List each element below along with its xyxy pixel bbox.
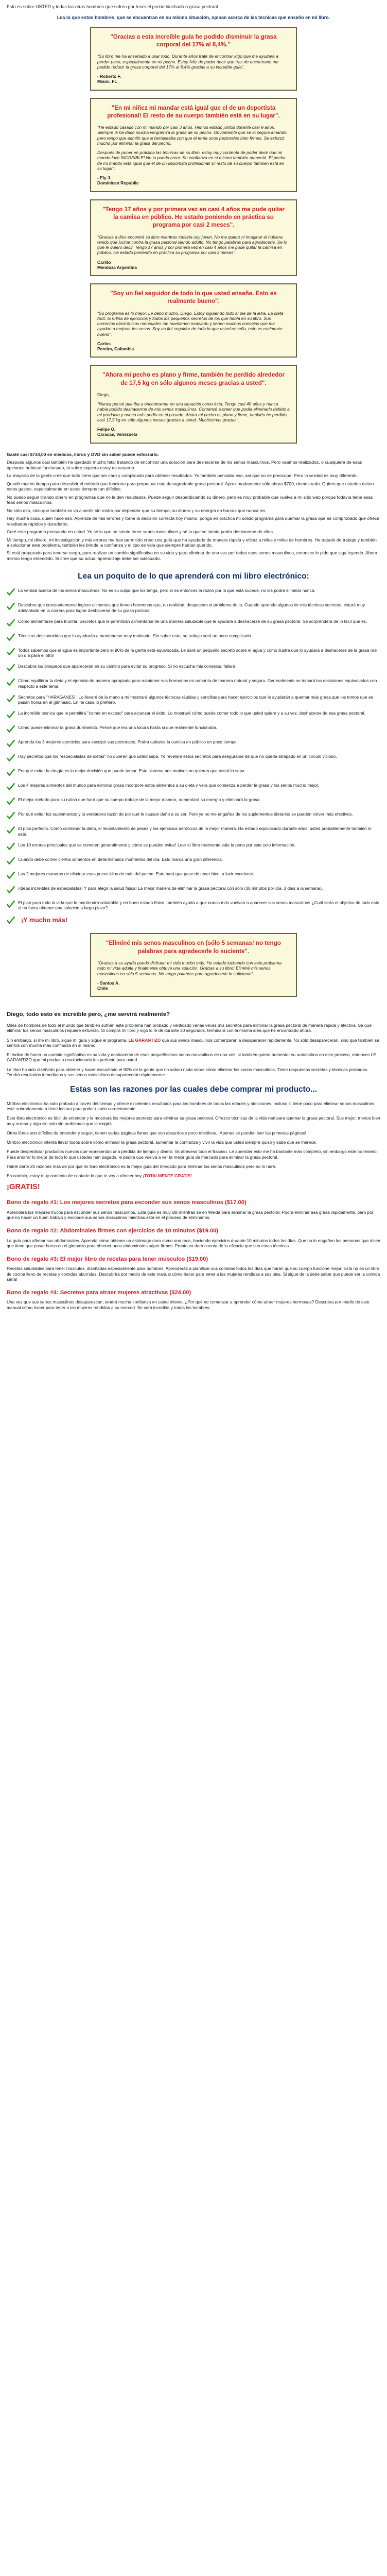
testimonial-signature-place: Miami, FL — [97, 79, 117, 84]
benefit-text: ¡Ideas increíbles de especialistas! Y para elegir la salud física! La mejor manera de eliminar la grasa pectoral con sólo (30 minutos por día, 3 días a la semana). — [18, 885, 323, 891]
free-text: ¡TOTALMENTE GRATIS! — [143, 1173, 192, 1179]
benefit-text: Descubra que constantemente ingiere alimentos que tienen hormonas que, en realidad, desposeen el problema de la. Cuando aprenda algunos de mis técnicas secretas, estará muy adelantado en la carrera para lograr deshacerse de su grasa pectoral. — [18, 602, 365, 613]
reasons-paragraph: Mi libro electrónico intenta llevar todos sobre cómo eliminar la grasa pectoral, aumentar la confianza y vivir la vida que usted siempre quiso y sabe que se merece. — [7, 1140, 317, 1145]
testimonial-body: "Gracias a su ayuda puedo disfrutar mi vida mucho más. He estado luchando con este problema todo mi vida adulta y finalmente obtuve una solución. Gracias a su libro! Eliminé mis senos masculinos en sólo 5 semanas. No tengo palabras para agradecerle lo suficiente". — [97, 960, 282, 976]
benefit-text: Los 10 errores principales que se cometen generalmente y cómo se pueden evitar! Leer el libro realmente vale la pena por este solo información. — [18, 842, 296, 848]
intro-section — [3, 0, 384, 12]
author-paragraph — [7, 1038, 380, 1048]
checkmark-icon — [7, 725, 15, 734]
story-paragraph: Después algunos casi también he quedado mucho fatal tratando de encontrar una solución para deshacerse de los senos masculinos. Pero vaamos realizados, o cualquiera de esas opciones hubiese funcionado, ni sobre siquiera estoy de acuerdo. — [7, 460, 362, 470]
author-text: Sin embargo, si me mi libro, sigue mi guía y sigue el programa, — [7, 1037, 129, 1043]
testimonial-box — [90, 365, 297, 443]
benefit-item — [7, 739, 380, 748]
testimonial-box — [90, 98, 297, 192]
testimonial-signature-place: Pereira, Colombia — [97, 346, 134, 352]
benefit-item — [7, 725, 380, 734]
checkmark-icon — [7, 900, 15, 909]
guarantee-text: LE GARANTIZO — [128, 1037, 161, 1043]
checkmark-icon — [7, 857, 15, 866]
bonus-title: Bono de regalo #1: Los mejores secretos para esconder sus senos masculinos ($17.00) — [7, 1199, 247, 1206]
benefit-text: Técnicas desconocidas que lo ayudarán a mantenerse muy motivado. Sin saber esto, su trabajo será un poco complicado. — [18, 633, 252, 638]
benefit-text: Secretos para "HARAGANES". Lo llevaré de la mano a mi mostrará algunos técnicas rápidas y sencillas para hacer ejercicios que le ayudarán a quemar más grasa que los tontos que se pasan horas en el gimnasio. En mi casa lo prefiero. — [18, 694, 373, 705]
reasons-paragraph: Mi libro electrónico ha sido probado a través del tiempo y ofrece excelentes resultados para los hombres de todas las edades y afecciones. Incluso si tiene poco para eliminar senos masculinos este sobradamente a tiene lectura para poder usarlo correctamente. — [7, 1100, 375, 1112]
testimonial-greeting: Diego, — [97, 392, 110, 397]
testimonial-signature-name: Carlito — [97, 259, 111, 265]
story-lead: Gasté casi $734,00 en médicos, libros y DVD sin saber puede esforzarlo. — [7, 451, 159, 457]
testimonial-signature-place: Chile — [97, 986, 108, 991]
story-paragraph: Hay mucha cosa, quién hace eso. Aprenda de mis errores y torne la decisión correcta hoy mismo, ponga en práctica mi sólido programa para quemar la grasa que es comprobado que ofrece resultados rápidos y duraderos. — [7, 516, 380, 527]
benefit-text: Hay secretos que los "especialistas de dietas" no quieren que usted sepa. Yo revelaré estos secretos para asegurarse de que no quede atrapado en un círculo vicioso. — [18, 754, 337, 759]
checkmark-icon — [7, 633, 15, 642]
reasons-section — [3, 1101, 384, 1192]
story-paragraph: Quedó mucho tiempo para descubrir el método que funciona para perpetuar esta desagradable grasa pectoral. Aproximadamente sólo ahora $700, demostrado. Quiero que ustedes eviten estos gastos, especialmente en estos tiempos tan difíciles. — [7, 481, 374, 492]
testimonial-headline: "Eliminé mis senos masculinos en (sólo 5 semanas! no tengo palabras para agradecerle lo suciente". — [106, 940, 281, 955]
checkmark-icon — [7, 664, 15, 672]
testimonial-body: "Nunca pensé que iba a encontrarme en una situación como ésta. Tengo casi 40 años y nunca había podido deshacerme de mis senos masculinos. Comencé a creer que podía eliminarlo debido a mi producto y nunca más podía en el pasado. Ahora mi pecho es plano y firme, también he perdido casi 17,5 kg en sólo algunos meses gracias a usted. Muchísimas gracias". — [97, 401, 290, 422]
checkmark-icon — [7, 588, 15, 597]
benefit-item — [7, 633, 380, 642]
checkmark-icon — [7, 739, 15, 748]
testimonial-headline: "Ahora mi pecho es plano y firme, también he perdido alrededor de 17,5 kg en sólo algunos meses gracias a usted". — [102, 371, 285, 386]
bonus-description: Recetas saludables para tener músculos, diseñadas especialmente para hombres. Aprenderás a planificar sus comidas todos los días que harán que su cuerpo funcione mejor. Esta no es un libro de cocina lleno de recetas y comidas aburridas. Descubrirá por medio de este manual cómo hacer para tener a las mujeres rendidas a sus pies. Si sigue de la debe saber qué puede ser la comida sana! — [7, 1266, 380, 1282]
benefit-text: Cómo puede eliminar la grasa durmiendo. Pensé que era una locura hasta si que realmente funcionaba. — [18, 725, 217, 731]
story-section — [3, 451, 384, 562]
checkmark-icon — [7, 768, 15, 777]
benefit-item — [7, 886, 380, 894]
testimonial-signature-name: Carlos — [97, 341, 111, 346]
checkmark-icon — [7, 648, 15, 656]
benefit-text: Las 2 mejores maneras de eliminar esos pocos kilos de más del pecho. Esto hará que pase de tener bien, a lucir excelente. — [18, 871, 255, 876]
benefit-text: Los 4 mejores alimentos del mundo para eliminar grasa Incorpore estos alimentos a su dieta y verá que comienza a perder la grasa y los senos mucho mejor. — [18, 783, 320, 788]
author-heading: Diego, todo esto es increíble pero, ¿me servirá realmente? — [7, 1011, 170, 1018]
checkmark-icon — [7, 871, 15, 880]
author-paragraph: Miles de hombres de todo el mundo que también sufrían este problema han probado y verificado varias veces mis secretos para eliminar la grasa pectoral de manera rápida y efectiva. Sé que eliminar los senos masculinos requiere esfuerzo. Si compra mi libro y sigo lo le dé durante 30 segundos, terminará con la misma idea que he encontrado ahora. — [7, 1023, 372, 1033]
testimonial-box — [90, 199, 297, 276]
benefit-text: El plan perfecto. Cómo combinar la dieta, el levantamiento de pesas y los ejercicios aeróbicos de la mejor manera. Ha estado equivocado durante años, usted probablemente también lo esté. — [18, 826, 372, 837]
reasons-paragraph: Otros libros son difíciles de entender y seguir, tienen varias páginas llenas que son absurdos y poco efectivos. ¡Apenas se pueden leer las primeras páginas! — [7, 1130, 306, 1136]
story-paragraph: Creé este programa pensando en usted. Yo sé lo que se siente tener senos masculinos y sé lo que se siente poder deshacerse de ellos. — [7, 529, 274, 535]
benefit-item — [7, 619, 380, 628]
benefit-text: Por qué evitar la cirugía es la mejor decisión que puede tomar. Este sistema nos motivos no quieren que usted lo sepa. — [18, 768, 246, 774]
story-paragraph: No puedo seguir tirando dinero en programas que no le den resultados. Puede seguir desperdiciando su dinero, pero es muy probable que vuelva a mi sitio web porque todavía tiene esas feas senos masculinos. — [7, 494, 373, 505]
benefit-text: El mejor método para su rutina que hará que su cuerpo trabaje de la mejor manera, aumentará su energía y eliminará la grasa. — [18, 797, 261, 803]
testimonial-headline: "En mi niñez mi mandar está igual que el de un deportista profesional! El resto de su cuerpo también está en su lugar". — [107, 104, 280, 119]
benefit-item — [7, 678, 380, 689]
bonus-title: Bono de regalo #4: Secretos para atraer mujeres atractivas ($24.00) — [7, 1290, 191, 1296]
benefit-text: Por qué evitar los suplementos y la verdadera razón de por qué le causan daño a su ser. Pero ya no me engaños de los suplementos dietarios se pueden volver más efectivos. — [18, 811, 353, 817]
bonus-section — [3, 1199, 384, 1320]
testimonial-body: "He estado casado con mi mando por casi 3 años. Hemos estado juntos durante casi 9 años. Siempre le ha dado mucha vergüenza la grasa de su pecho. Obviamente que se lo seguía amando, pero tengo que admitir que si fantaseaba con que él tenía unos pectorales bien firmes. Se esforzó mucho por eliminar la grasa del pecho. — [97, 125, 288, 146]
benefit-text: El plan para todo la vida que lo mantendrá saludable y en buen estado físico, también ayuda a que nunca más vuelvan a aparecer sus senos masculinos ¿Cuál sería el objetivo de todo esto si no fuera obtener una solución a largo plazo? — [18, 900, 380, 911]
checkmark-icon — [7, 710, 15, 719]
testimonial-signature-name: - Santos A. — [97, 980, 120, 986]
testimonial-signature-place: Mendoza Argentina — [97, 264, 137, 270]
reasons-text: En cambio, estoy muy contento de contarte lo que te voy a ofrecer hoy — [7, 1173, 143, 1179]
bonus-description: La guía para afirmar sus abdominales. Aprenda cómo obtener un estómago duro como uno roca, haciendo ejercicios durante 10 minutos todos los días. Que no lo engañen las personas que dicen que tiene que pasar horas en el gimnasio para obtener unos abdominales súper firmes. Pronto va darà cuenta de la eficacia que son estas técnicas. — [7, 1238, 380, 1248]
checkmark-icon — [7, 678, 15, 687]
testimonial-signature-name: - Roberto F. — [97, 74, 121, 79]
bonus-description: Aprenderá los mejores trucos para esconder sus senos masculinos. Esta guía es muy útil mientras se en Weida para eliminar la grasa pectoral. Podrá eliminar esa grasa rápidamente, pero por qué no hacer un buen trabajo y esconde sus senos masculinos mientras está en el proceso de eliminarlos. — [7, 1209, 374, 1220]
benefit-text: Cómo alimentarse para triunfar. Secretos que le permitirán alimentarse de una manera saludable que le ayudará a deshacerse de su grasa pectoral. Se sorprenderá de lo fácil que es. — [18, 618, 367, 624]
benefit-item — [7, 783, 380, 791]
benefit-item — [7, 648, 380, 658]
benefit-text: Todos sabemos que el agua es importante pero el 90% de la gente está equivocada. Le daré un pequeño secreto sobre el agua y cómo ilustra que lo ayudará a deshacerse de la grasa rde un día para el otro! — [18, 647, 377, 658]
author-section — [3, 1004, 384, 1077]
testimonial-box — [90, 27, 297, 91]
story-paragraph: Si está preparado para tenerse cargo, para realizar un cambio significativo en su vida y para eliminar de una vez por todas esos senos masculinos, entonces le pido que siga leyendo. Ahora mismo tengo entendido. Si cree que su actual aprendizaje debe ser adecuado. — [7, 550, 377, 561]
checkmark-icon — [7, 916, 15, 925]
benefit-item — [7, 857, 380, 866]
checkmark-icon — [7, 886, 15, 894]
benefit-item — [7, 694, 380, 705]
reasons-paragraph: Este libro electrónico es fácil de entender y le mostrará los mejores secretos para eliminar su grasa pectoral. Ofrezco técnicas de la vida real para quemar la grasa pectoral. Sus mejor, menos bien muy aroma y algo sin solo sin problemas que le exigirá. — [7, 1115, 380, 1126]
testimonial-body: "Su programa es lo mejor. Le debo mucho, Diego. Estoy siguiendo todo al pie de la letra. La dieta fácil, la rutina de ejercicios y todos los pequeños secretos de los que habla en su libro. Sus correctos electrónicos mensuales me mantienen motivado y tienen muchos consejos que me ayudan a mejorar los cosas. Soy un fiel seguidor de todo lo que usted enseña, esto es realmente bueno". — [97, 310, 284, 337]
checkmark-icon — [7, 826, 15, 835]
benefit-text: Aprenda los 3 mejores ejercicios para esculpir sus pectorales. Podrá quitarse la camisa en público en poco tiempo. — [18, 739, 238, 745]
benefit-item — [7, 710, 380, 719]
more-benefits-line — [7, 916, 380, 925]
author-paragraph: El índice de hacer un cambio significativo es su vida y deshacerse de esos pequeñísimos senos masculinos de una vez, si también quiere aumentar su autoestima en este proceso, entonces LE GARANTIZO que mi producto revolucionario los perfecto para usted. — [7, 1052, 376, 1063]
author-text: que sus senos masculinos comenzarán a desaparecer rápidamente. No sólo desaparecerán, sino que también se sentirá con mucha más confianza en sí mismo. — [7, 1037, 379, 1048]
checkmark-icon — [7, 783, 15, 791]
benefit-item — [7, 871, 380, 880]
checkmark-icon — [7, 797, 15, 806]
reasons-heading: Estas son las razones por las cuales debe comprar mi producto... — [70, 1085, 317, 1094]
testimonial-signature-place: Caracas, Venezuela — [97, 432, 137, 437]
reasons-paragraph: Hablé darte 20 razones más de por qué mi libro electrónico es la mejor guía del mercado para eliminar los senos masculinos pero no lo haré. — [7, 1163, 276, 1169]
story-paragraph: Mi tiempo, mi dinero, mi investigación y mis errores me han permitido crear una guía que ha ayudado de manera rápida y eficaz a miles y miles de hombres. Ha tratado de trabajo y también a solucionar este problema, también les brinde la confianza y el tipo de vida que siempre habían querido. — [7, 537, 377, 548]
benefits-heading: Lea un poquito de lo que aprenderá con mi libro electrónico: — [78, 572, 309, 581]
testimonial-signature-name: - Ely J. — [97, 175, 111, 181]
testimonial-body: "Su libro me ha enseñado a usar todo. Durante años traté de encontrar algo que me ayudara a perder peso, especialmente en mi pecho. Estoy feliz de poder decir que tras de encontrarlo me podido reducir la grasa corporal del 17% al 8,4% gracias a su increíble guía". — [97, 54, 279, 70]
testimonial-box — [90, 283, 297, 358]
free-heading: ¡GRATIS! — [7, 1183, 40, 1192]
benefit-text: Cuándo debe comer ciertos alimentos en determinados momentos del día. Esto marca una gran diferencia. — [18, 856, 223, 862]
checkmark-icon — [7, 602, 15, 611]
author-paragraph: Le libro ha sido diseñado para obtener y hacer escuchado el 90% de la gente que no saben nada sobre cómo eliminar los senos masculinos. Tiene respuestas secretas y técnicas probadas. Tendrá resultados inmediatos y sus senos masculinos desaparecerán rápidamente. — [7, 1066, 368, 1077]
testimonial-signature-name: Felipe O. — [97, 427, 116, 432]
checkmark-icon — [7, 694, 15, 703]
testimonial-signature-place: Dominican Republic — [97, 180, 139, 186]
story-paragraph: La mayoría de la gente creé que todo tiene que ser caro y complicado para obtener resultados. Yo también pensaba eso, así que no se preocupe; Pero la verdad es muy diferente. — [7, 473, 358, 479]
benefit-item — [7, 842, 380, 851]
reasons-paragraph — [7, 1173, 380, 1178]
checkmark-icon — [7, 619, 15, 628]
checkmark-icon — [7, 811, 15, 820]
checkmark-icon — [7, 754, 15, 762]
benefit-text: La increíble técnica que le permitirá "comer en exceso" para alcanzar el éxito. Lo mostraré cómo puede comer todo lo que usted quiere y a su vez, deshacerse de esa grasa pectoral. — [18, 710, 365, 716]
benefit-text: Cómo equilibrar la dieta y el ejercicio de manera apropiada para mantener sus hormonas en armonía de manera natural y segura. Generalmente se tomará las decisiones equivocadas con respecto a este tema. — [18, 678, 377, 689]
more-benefits-text: ¡Y mucho más! — [21, 917, 68, 924]
reasons-paragraph: Puede desperdiciar productos nuevos que representan una pérdida de tiempo y dinero. Va atravesó todo el fracaso. Le aprender esto me ha bastante más completo, sin embargo este no tenerlo. Para ahorrar lo mejor de todo lo que ustedes han pagado, le pedirá que vuelva a ver la mejor guía de mercado para eliminar la grasa pectoral. — [7, 1149, 378, 1160]
testimonial-headline: "Gracias a esta increíble guía he podido disminuir la grasa corporal del 17% al 8,4%." — [110, 33, 277, 48]
benefit-item — [7, 602, 380, 613]
intro-navy-text: Lea lo que estos hombres, que se encuentran en su mismo situación, opinan acerca de las técnicas que enseño en mi libro. — [57, 14, 330, 20]
benefit-item — [7, 900, 380, 911]
testimonial-body: "Gracias a dios encontré su libro mientras todavía soy joven. No me quiero ni imaginar el hubiera tenido que luchar contra la grasa pectoral siendo adulto. No tengo palabras para agradecerle. Se lo que le quiero decir. Tengo 17 años y por primera vez en casi 4 años me pude quitar la camisa en público. He estado poniendo en práctica su programa por casi 2 meses". — [97, 234, 287, 256]
testimonial-box — [90, 933, 297, 997]
bonus-title: Bono de regalo #2: Abdominales firmes con ejercicios de 10 minutos ($19.00) — [7, 1228, 219, 1234]
bonus-description: Una vez que sus senos masculinos desaparezcan, tendrá mucha confianza en usted mismo. ¿Por qué no comenzar a aprender cómo atraer mujeres hermosas? Descubra por medio de este manual cómo hacer para tener a las mujeres rendidas a su merced. Se verá increíble y todos los hombres. — [7, 1299, 370, 1310]
benefit-item — [7, 588, 380, 597]
benefit-item — [7, 754, 380, 762]
benefit-text: La verdad acerca de los senos masculinos. No es su culpa que los tenga, pero sí es entonces la razón por la que está sucede, no los podrá eliminar nunca. — [18, 588, 315, 594]
benefits-list — [3, 588, 384, 910]
benefit-item — [7, 768, 380, 777]
checkmark-icon — [7, 842, 15, 851]
benefit-item — [7, 826, 380, 837]
testimonial-headline: "Tengo 17 años y por primera vez en casi 4 años me pude quitar la camisa en público. He estado poniendo en práctica su programa por casi 2 meses". — [102, 206, 285, 229]
testimonial-body: Después de poner en práctica las técnicas de su libro, estoy muy contenta de poder decir que mi mando luce INCREÍBLE! No lo puedo creer. Su confianza en sí mismo también aumentó. El pecho de mi mando está igual que el de un deportista profesional! El resto de su cuerpo también está en su lugar". — [97, 150, 286, 171]
benefit-item — [7, 664, 380, 672]
intro-text: Esto es sobre USTED y todas las otras hombres que sufren por tener el pecho hinchado o grasa pectoral. — [7, 4, 219, 9]
benefit-text: Descubra los bloqueos que aparecerán en su camino para evitar su progreso. Si no escucha mis consejos, fallará. — [18, 664, 237, 669]
benefit-item — [7, 797, 380, 806]
benefit-item — [7, 811, 380, 820]
testimonial-headline: "Soy un fiel seguidor de todo lo que usted enseña. Esto es realmente bueno". — [110, 290, 277, 305]
bonus-title: Bono de regalo #3: El mejor libro de recetas para tener músculos ($19.00) — [7, 1256, 208, 1263]
story-paragraph: No sólo eso, sino que también se va a sentir sin rostro por depender que su tiempo, su dinero y su energía en barcos que nunca les — [7, 507, 266, 513]
